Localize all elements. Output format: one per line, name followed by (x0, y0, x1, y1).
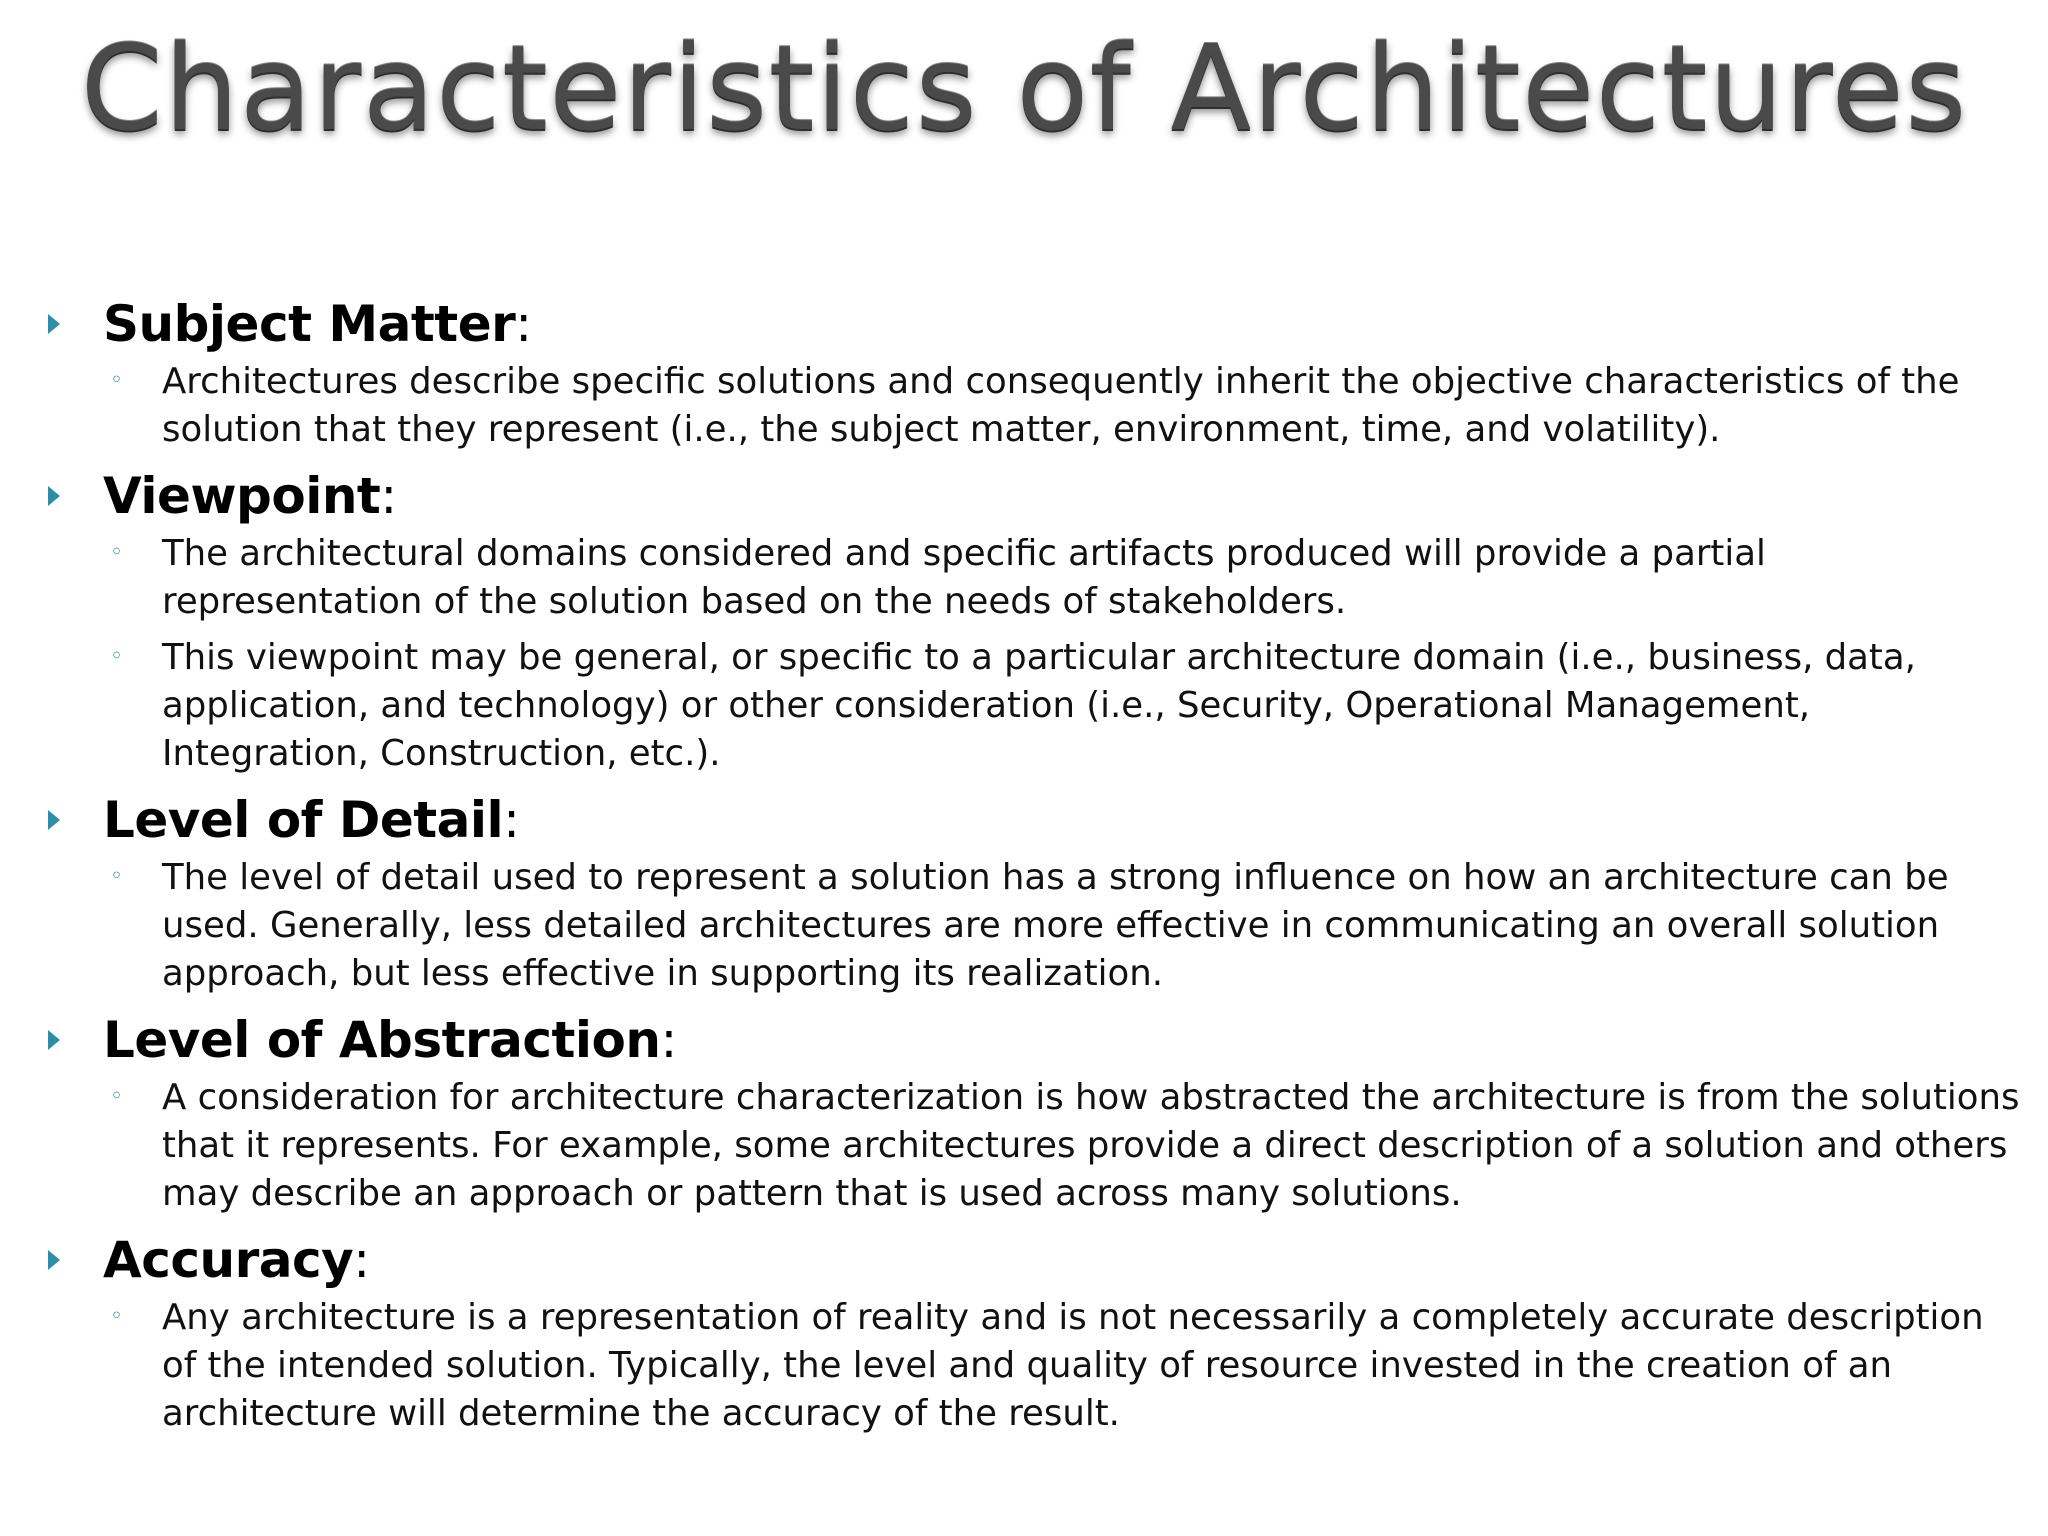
hollow-circle-icon: ◦ (110, 1084, 123, 1109)
sub-bullet-item (0, 358, 2048, 454)
section-heading-row (0, 1226, 2048, 1294)
sub-bullet-list (0, 530, 2048, 778)
sub-bullet-item (0, 530, 2048, 626)
section-heading-text: Level of Detail (103, 791, 504, 849)
section-accuracy (0, 1226, 2048, 1438)
triangle-right-icon (48, 810, 60, 830)
hollow-circle-icon: ◦ (110, 368, 123, 393)
section-heading-colon: : (380, 467, 397, 525)
triangle-right-icon (48, 486, 60, 506)
section-heading-text: Accuracy (103, 1231, 354, 1289)
section-heading-text: Subject Matter (103, 295, 516, 353)
section-level-of-abstraction (0, 1006, 2048, 1218)
section-viewpoint (0, 462, 2048, 778)
section-heading (103, 1226, 370, 1294)
section-heading (103, 1006, 677, 1074)
section-heading (103, 462, 397, 530)
sub-bullet-item (0, 854, 2048, 998)
section-heading-colon: : (660, 1011, 677, 1069)
sub-bullet-text: A consideration for architecture characterization is how abstracted the architecture is from the solutions that it represents. For example, some architectures provide a direct description of a solution and others may describe an approach or pattern that is used across many solutions. (162, 1077, 2020, 1214)
section-heading (103, 786, 520, 854)
section-heading-row (0, 1006, 2048, 1074)
triangle-right-icon (48, 1030, 60, 1050)
sub-bullet-item (0, 634, 2048, 778)
section-heading-row (0, 462, 2048, 530)
section-heading-row (0, 290, 2048, 358)
sub-bullet-list (0, 1074, 2048, 1218)
sub-bullet-text: Architectures describe specific solutions and consequently inherit the objective characteristics of the solution that they represent (i.e., the subject matter, environment, time, and volatility). (162, 361, 1960, 450)
section-heading (103, 290, 532, 358)
sub-bullet-text: The level of detail used to represent a solution has a strong influence on how an architecture can be used. Generally, less detailed architectures are more effective in communicating an overall solution approach, but less effective in supporting its realization. (162, 857, 1949, 994)
sub-bullet-list (0, 854, 2048, 998)
sub-bullet-text: Any architecture is a representation of reality and is not necessarily a completely accurate description of the intended solution. Typically, the level and quality of resource invested in the creation of an architecture will determine the accuracy of the result. (162, 1297, 1984, 1434)
section-subject-matter (0, 290, 2048, 454)
section-heading-row (0, 786, 2048, 854)
section-heading-colon: : (353, 1231, 370, 1289)
hollow-circle-icon: ◦ (110, 864, 123, 889)
triangle-right-icon (48, 314, 60, 334)
sub-bullet-list (0, 358, 2048, 454)
section-heading-colon: : (503, 791, 520, 849)
hollow-circle-icon: ◦ (110, 540, 123, 565)
sub-bullet-item (0, 1294, 2048, 1438)
hollow-circle-icon: ◦ (110, 644, 123, 669)
sub-bullet-text: The architectural domains considered and specific artifacts produced will provide a partial representation of the solution based on the needs of stakeholders. (162, 533, 1766, 622)
sub-bullet-list (0, 1294, 2048, 1438)
section-heading-text: Viewpoint (103, 467, 381, 525)
sub-bullet-text: This viewpoint may be general, or specific to a particular architecture domain (i.e., business, data, application, and technology) or other consideration (i.e., Security, Operational Management, Integration, Construction, etc.). (162, 637, 1916, 774)
triangle-right-icon (48, 1250, 60, 1270)
slide-content (0, 290, 2048, 1446)
slide-title: Characteristics of Architectures (80, 19, 1968, 157)
section-heading-text: Level of Abstraction (103, 1011, 661, 1069)
sub-bullet-item (0, 1074, 2048, 1218)
section-level-of-detail (0, 786, 2048, 998)
section-heading-colon: : (515, 295, 532, 353)
hollow-circle-icon: ◦ (110, 1304, 123, 1329)
